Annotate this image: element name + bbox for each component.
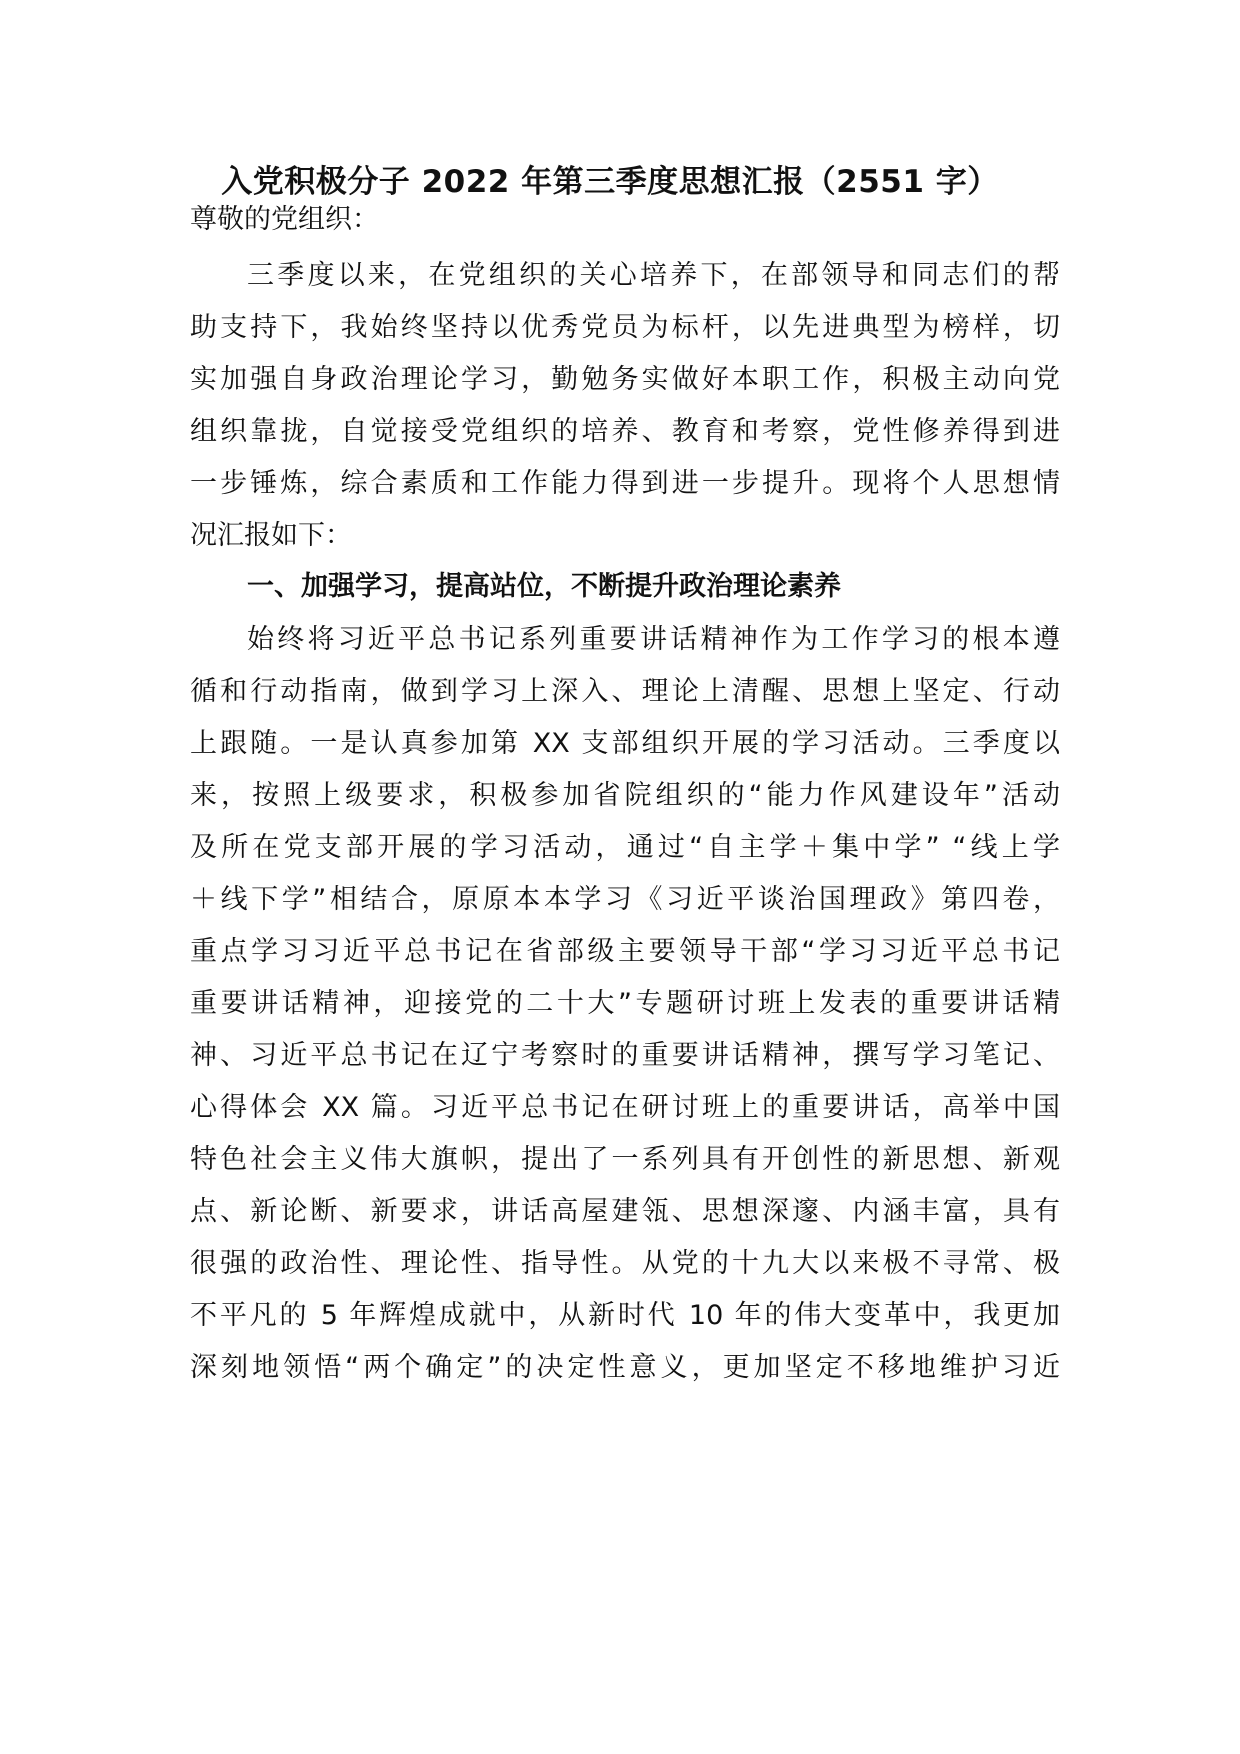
paragraph-line: 很强的政治性、理论性、指导性。从党的十九大以来极不寻常、极 bbox=[190, 1248, 1060, 1279]
paragraph-line: 上跟随。一是认真参加第 XX 支部组织开展的学习活动。三季度以 bbox=[190, 728, 1060, 759]
paragraph-line: 点、新论断、新要求，讲话高屋建瓴、思想深邃、内涵丰富，具有 bbox=[190, 1196, 1060, 1227]
paragraph-line: 始终将习近平总书记系列重要讲话精神作为工作学习的根本遵 bbox=[247, 624, 1060, 655]
paragraph-line: 组织靠拢，自觉接受党组织的培养、教育和考察，党性修养得到进 bbox=[190, 416, 1060, 447]
paragraph-line: 特色社会主义伟大旗帜，提出了一系列具有开创性的新思想、新观 bbox=[190, 1144, 1060, 1175]
salutation: 尊敬的党组织： bbox=[190, 204, 379, 235]
paragraph-line: 一步锤炼，综合素质和工作能力得到进一步提升。现将个人思想情 bbox=[190, 468, 1060, 499]
paragraph-line: 循和行动指南，做到学习上深入、理论上清醒、思想上坚定、行动 bbox=[190, 676, 1060, 707]
paragraph-line: 三季度以来，在党组织的关心培养下，在部领导和同志们的帮 bbox=[247, 260, 1060, 291]
paragraph-line: 深刻地领悟“两个确定”的决定性意义，更加坚定不移地维护习近 bbox=[190, 1352, 1060, 1383]
paragraph-line: 不平凡的 5 年辉煌成就中，从新时代 10 年的伟大变革中，我更加 bbox=[190, 1300, 1060, 1331]
document-title: 入党积极分子 2022 年第三季度思想汇报（2551 字） bbox=[221, 164, 999, 200]
paragraph-line: 心得体会 XX 篇。习近平总书记在研讨班上的重要讲话，高举中国 bbox=[190, 1092, 1060, 1123]
section-heading: 一、加强学习，提高站位，不断提升政治理论素养 bbox=[247, 571, 841, 602]
paragraph-line: 况汇报如下： bbox=[190, 520, 352, 551]
paragraph-line: 重要讲话精神，迎接党的二十大”专题研讨班上发表的重要讲话精 bbox=[190, 988, 1060, 1019]
paragraph-line: 来，按照上级要求，积极参加省院组织的“能力作风建设年”活动 bbox=[190, 780, 1060, 811]
paragraph-line: 助支持下，我始终坚持以优秀党员为标杆，以先进典型为榜样，切 bbox=[190, 312, 1060, 343]
paragraph-line: 及所在党支部开展的学习活动，通过“自主学＋集中学” “线上学 bbox=[190, 832, 1060, 863]
paragraph-line: 神、习近平总书记在辽宁考察时的重要讲话精神，撰写学习笔记、 bbox=[190, 1040, 1060, 1071]
paragraph-line: 重点学习习近平总书记在省部级主要领导干部“学习习近平总书记 bbox=[190, 936, 1060, 967]
paragraph-line: 实加强自身政治理论学习，勤勉务实做好本职工作，积极主动向党 bbox=[190, 364, 1060, 395]
paragraph-line: ＋线下学”相结合，原原本本学习《习近平谈治国理政》第四卷， bbox=[190, 884, 1060, 915]
